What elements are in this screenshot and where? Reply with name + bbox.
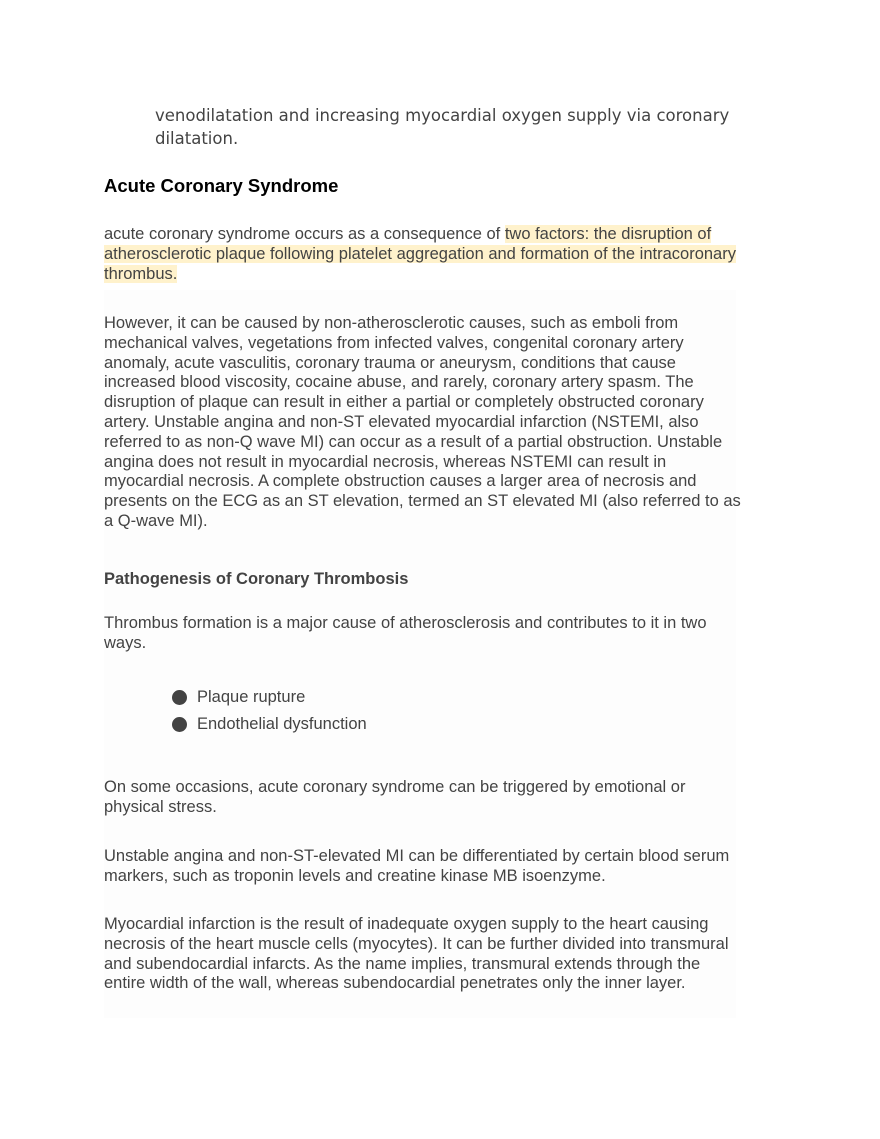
bullet-list (172, 686, 367, 740)
paragraph-acs-definition (104, 225, 744, 284)
highlighted-text: two factors: the disruption of atherosclerotic plaque following platelet aggregation and formation of the intracoronary thrombus. (104, 225, 736, 283)
list-item-label: Endothelial dysfunction (197, 715, 367, 733)
paragraph-myocardial-infarction: Myocardial infarction is the result of inadequate oxygen supply to the heart causing necrosis of the heart muscle cells (myocytes). It can be further divided into transmural and subendocardial infarcts. As the name implies, transmural extends through the entire width of the wall, whereas subendocardial penetrates only the inner layer. (104, 915, 729, 993)
paragraph-stress-trigger: On some occasions, acute coronary syndrome can be triggered by emotional or physical stress. (104, 778, 686, 816)
list-item (172, 686, 367, 713)
list-item (172, 713, 367, 740)
intro-paragraph: venodilatation and increasing myocardial oxygen supply via coronary dilatation. (155, 106, 730, 148)
paragraph-serum-markers: Unstable angina and non-ST-elevated MI can be differentiated by certain blood serum markers, such as troponin levels and creatine kinase MB isoenzyme. (104, 847, 730, 885)
bullet-icon (172, 717, 187, 732)
list-item-label: Plaque rupture (197, 688, 306, 706)
heading-pathogenesis: Pathogenesis of Coronary Thrombosis (104, 570, 409, 588)
heading-acute-coronary-syndrome: Acute Coronary Syndrome (104, 175, 339, 196)
paragraph-acs-causes: However, it can be caused by non-atherosclerotic causes, such as emboli from mechanical valves, vegetations from infected valves, congenital coronary artery anomaly, acute vasculitis, coronary trauma or aneurysm, conditions that cause increased blood viscosity, cocaine abuse, and rarely, coronary artery spasm. The disruption of plaque can result in either a partial or completely obstructed coronary artery. Unstable angina and non-ST elevated myocardial infarction (NSTEMI, also referred to as non-Q wave MI) can occur as a result of a partial obstruction. Unstable angina does not result in myocardial necrosis, whereas NSTEMI can result in myocardial necrosis. A complete obstruction causes a larger area of necrosis and presents on the ECG as an ST elevation, termed an ST elevated MI (also referred to as a Q-wave MI). (104, 314, 741, 530)
paragraph-thrombus-formation: Thrombus formation is a major cause of atherosclerosis and contributes to it in two ways. (104, 614, 707, 652)
bullet-icon (172, 690, 187, 705)
acs-definition-text: acute coronary syndrome occurs as a consequence of (104, 225, 505, 243)
